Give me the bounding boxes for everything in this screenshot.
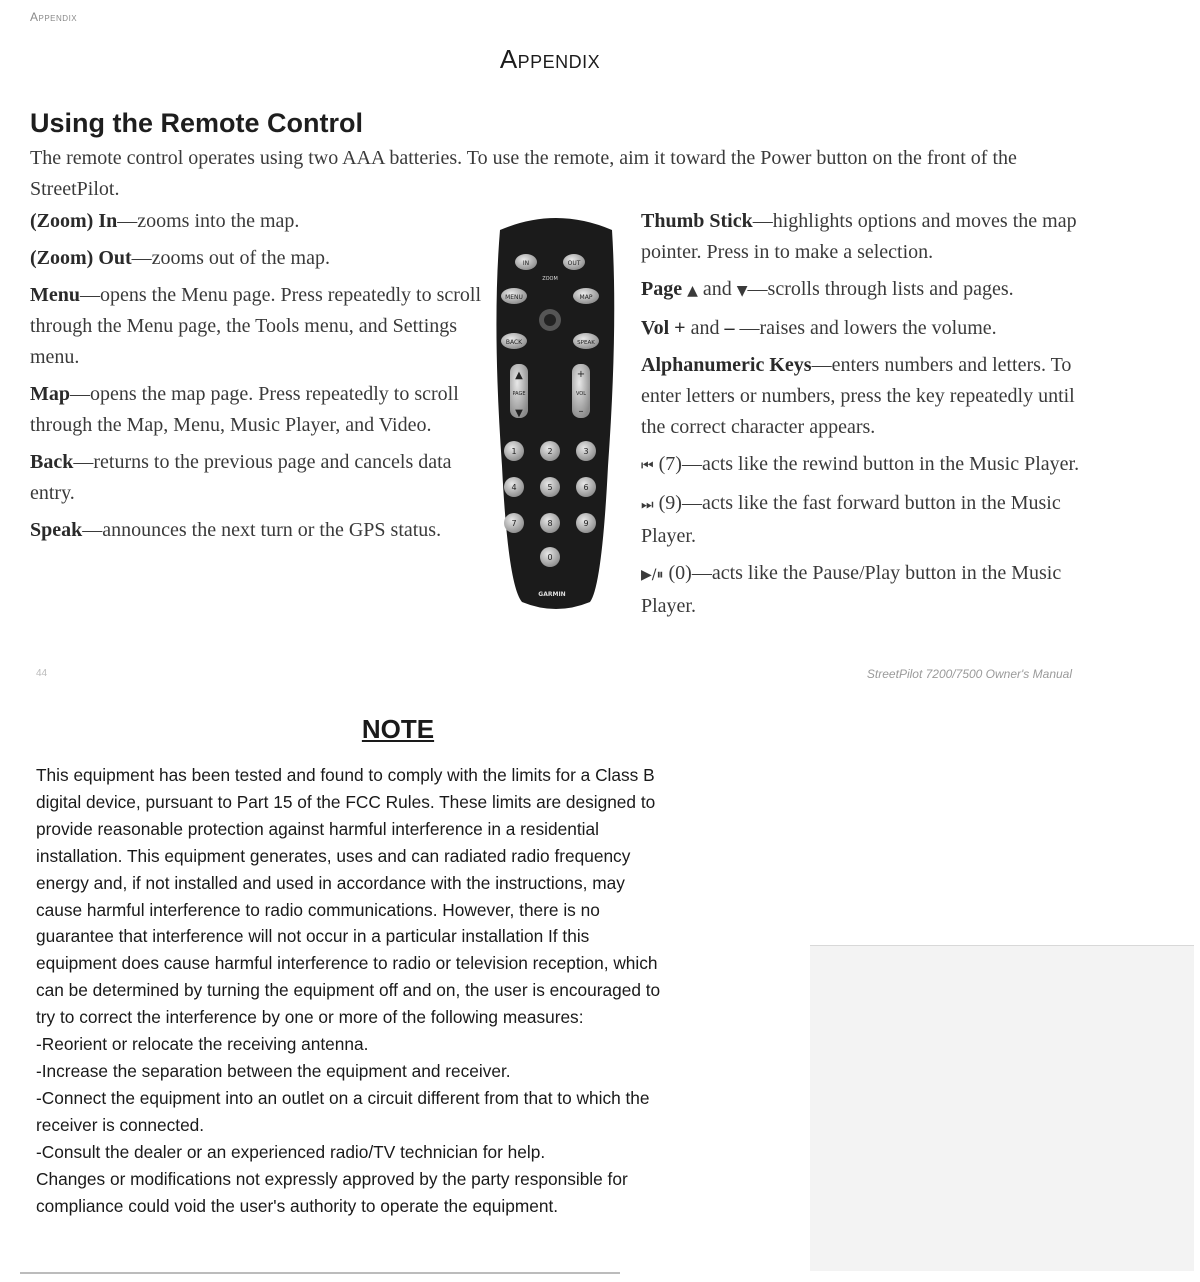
page-title: Appendix: [499, 44, 601, 74]
map-button: [573, 288, 599, 304]
remote-label-menu: MENU: [505, 294, 523, 301]
remote-label-vol: VOL: [575, 391, 587, 397]
note-body: [36, 762, 776, 1219]
def-rewind: ⏮ (7)—acts like the rewind button in the Music Player.: [641, 453, 1080, 475]
left-definitions: [30, 206, 490, 552]
remote-label-back: BACK: [505, 339, 523, 346]
note-line: guarantee that interference will not occur in a particular installation If this: [36, 926, 590, 947]
right-definitions: [641, 206, 1081, 628]
note-line: equipment does cause harmful interference to radio or television reception, which: [36, 953, 658, 974]
def-menu: Menu—opens the Menu page. Press repeatedly to scroll through the Menu page, the Tools menu, and Settings menu.: [30, 284, 482, 368]
svg-text:+: +: [576, 369, 586, 380]
note-line: energy and, if not installed and used in accordance with the instructions, may: [36, 872, 625, 893]
manual-footer: StreetPilot 7200/7500 Owner's Manual: [866, 667, 1072, 681]
section-title: Using the Remote Control: [30, 108, 364, 138]
keypad-label-8: 8: [547, 519, 553, 528]
svg-text:▲: ▲: [515, 370, 523, 381]
keypad-label-1: 1: [511, 447, 517, 456]
def-speak: Speak—announces the next turn or the GPS status.: [30, 519, 442, 541]
note-line: try to correct the interference by one or more of the following measures:: [36, 1007, 584, 1028]
def-play-pause: ▶/⏸ (0)—acts like the Pause/Play button in the Music Player.: [641, 562, 1062, 617]
remote-label-speak: SPEAK: [577, 340, 595, 346]
keypad-label-0: 0: [547, 553, 553, 562]
svg-text:▼: ▼: [515, 408, 523, 419]
zoom-in-button: [515, 254, 537, 270]
bottom-divider: [20, 1272, 620, 1274]
note-line: -Increase the separation between the equipment and receiver.: [36, 1060, 511, 1081]
note-line: cause harmful interference to radio communications. However, there is no: [36, 899, 600, 920]
def-vol: Vol + and – —raises and lowers the volume.: [641, 317, 997, 339]
def-zoom-out: (Zoom) Out—zooms out of the map.: [30, 247, 330, 269]
def-fast-forward: ⏭ (9)—acts like the fast forward button in the Music Player.: [641, 492, 1061, 547]
keypad-label-5: 5: [547, 483, 553, 492]
zoom-out-button: [563, 254, 585, 270]
remote-label-map: MAP: [579, 294, 593, 301]
remote-label-zoom: ZOOM: [542, 276, 558, 282]
fast-forward-icon: ⏭: [641, 497, 654, 513]
note-line: can be determined by turning the equipment off and on, the user is encouraged to: [36, 980, 661, 1001]
keypad-label-3: 3: [583, 447, 589, 456]
running-head: Appendix: [30, 10, 78, 24]
note-line: installation. This equipment generates, uses and can radiated radio frequency: [36, 845, 631, 866]
remote-control-illustration: [494, 206, 618, 616]
page-up-icon: ▲: [687, 283, 698, 299]
def-map: Map—opens the map page. Press repeatedly to scroll through the Map, Menu, Music Player, and Video.: [30, 383, 459, 436]
def-back: Back—returns to the previous page and cancels data entry.: [30, 451, 452, 504]
keypad-label-4: 4: [511, 483, 517, 492]
keypad-label-9: 9: [583, 519, 589, 528]
page-down-icon: ▼: [736, 283, 748, 299]
intro-paragraph: The remote control operates using two AAA batteries. To use the remote, aim it toward the Power button on the front of the StreetPilot.: [30, 147, 1017, 200]
remote-label-page: PAGE: [512, 391, 526, 397]
remote-brand: GARMIN: [538, 591, 566, 598]
back-button: [501, 333, 527, 349]
note-line: provide reasonable protection against harmful interference in a residential: [36, 818, 599, 839]
note-line: -Reorient or relocate the receiving antenna.: [36, 1034, 369, 1055]
def-page: Page ▲ and ▼—scrolls through lists and pages.: [641, 278, 1014, 300]
note-line: Changes or modifications not expressly approved by the party responsible for: [36, 1168, 628, 1189]
menu-button: [501, 288, 527, 304]
note-line: -Connect the equipment into an outlet on a circuit different from that to which the: [36, 1087, 650, 1108]
remote-label-in: IN: [522, 260, 530, 267]
note-line: receiver is connected.: [36, 1114, 205, 1135]
def-zoom-in: (Zoom) In—zooms into the map.: [30, 210, 300, 232]
rewind-icon: ⏮: [641, 458, 654, 474]
page-number: 44: [36, 668, 48, 679]
note-line: compliance could void the user's authority to operate the equipment.: [36, 1195, 559, 1216]
note-line: This equipment has been tested and found to comply with the limits for a Class B: [36, 765, 655, 785]
page-rocker: [510, 364, 528, 419]
keypad-label-2: 2: [547, 447, 553, 456]
def-thumb-stick: Thumb Stick—highlights options and moves the map pointer. Press in to make a selection.: [641, 210, 1077, 263]
keypad-label-6: 6: [583, 483, 589, 492]
note-line: digital device, pursuant to Part 15 of the FCC Rules. These limits are designed to: [36, 791, 656, 812]
def-alphanumeric: Alphanumeric Keys—enters numbers and letters. To enter letters or numbers, press the key repeatedly until the correct character appears.: [641, 354, 1075, 438]
speak-button: [573, 333, 599, 349]
blank-grey-panel: [810, 945, 1194, 1271]
note-title: NOTE: [361, 714, 435, 744]
remote-label-out: OUT: [567, 260, 581, 267]
play-pause-icon: ▶/⏸: [641, 567, 664, 583]
keypad-label-7: 7: [511, 519, 517, 528]
svg-text:–: –: [578, 406, 584, 417]
note-line: -Consult the dealer or an experienced radio/TV technician for help.: [36, 1141, 546, 1162]
volume-rocker: [572, 364, 590, 418]
